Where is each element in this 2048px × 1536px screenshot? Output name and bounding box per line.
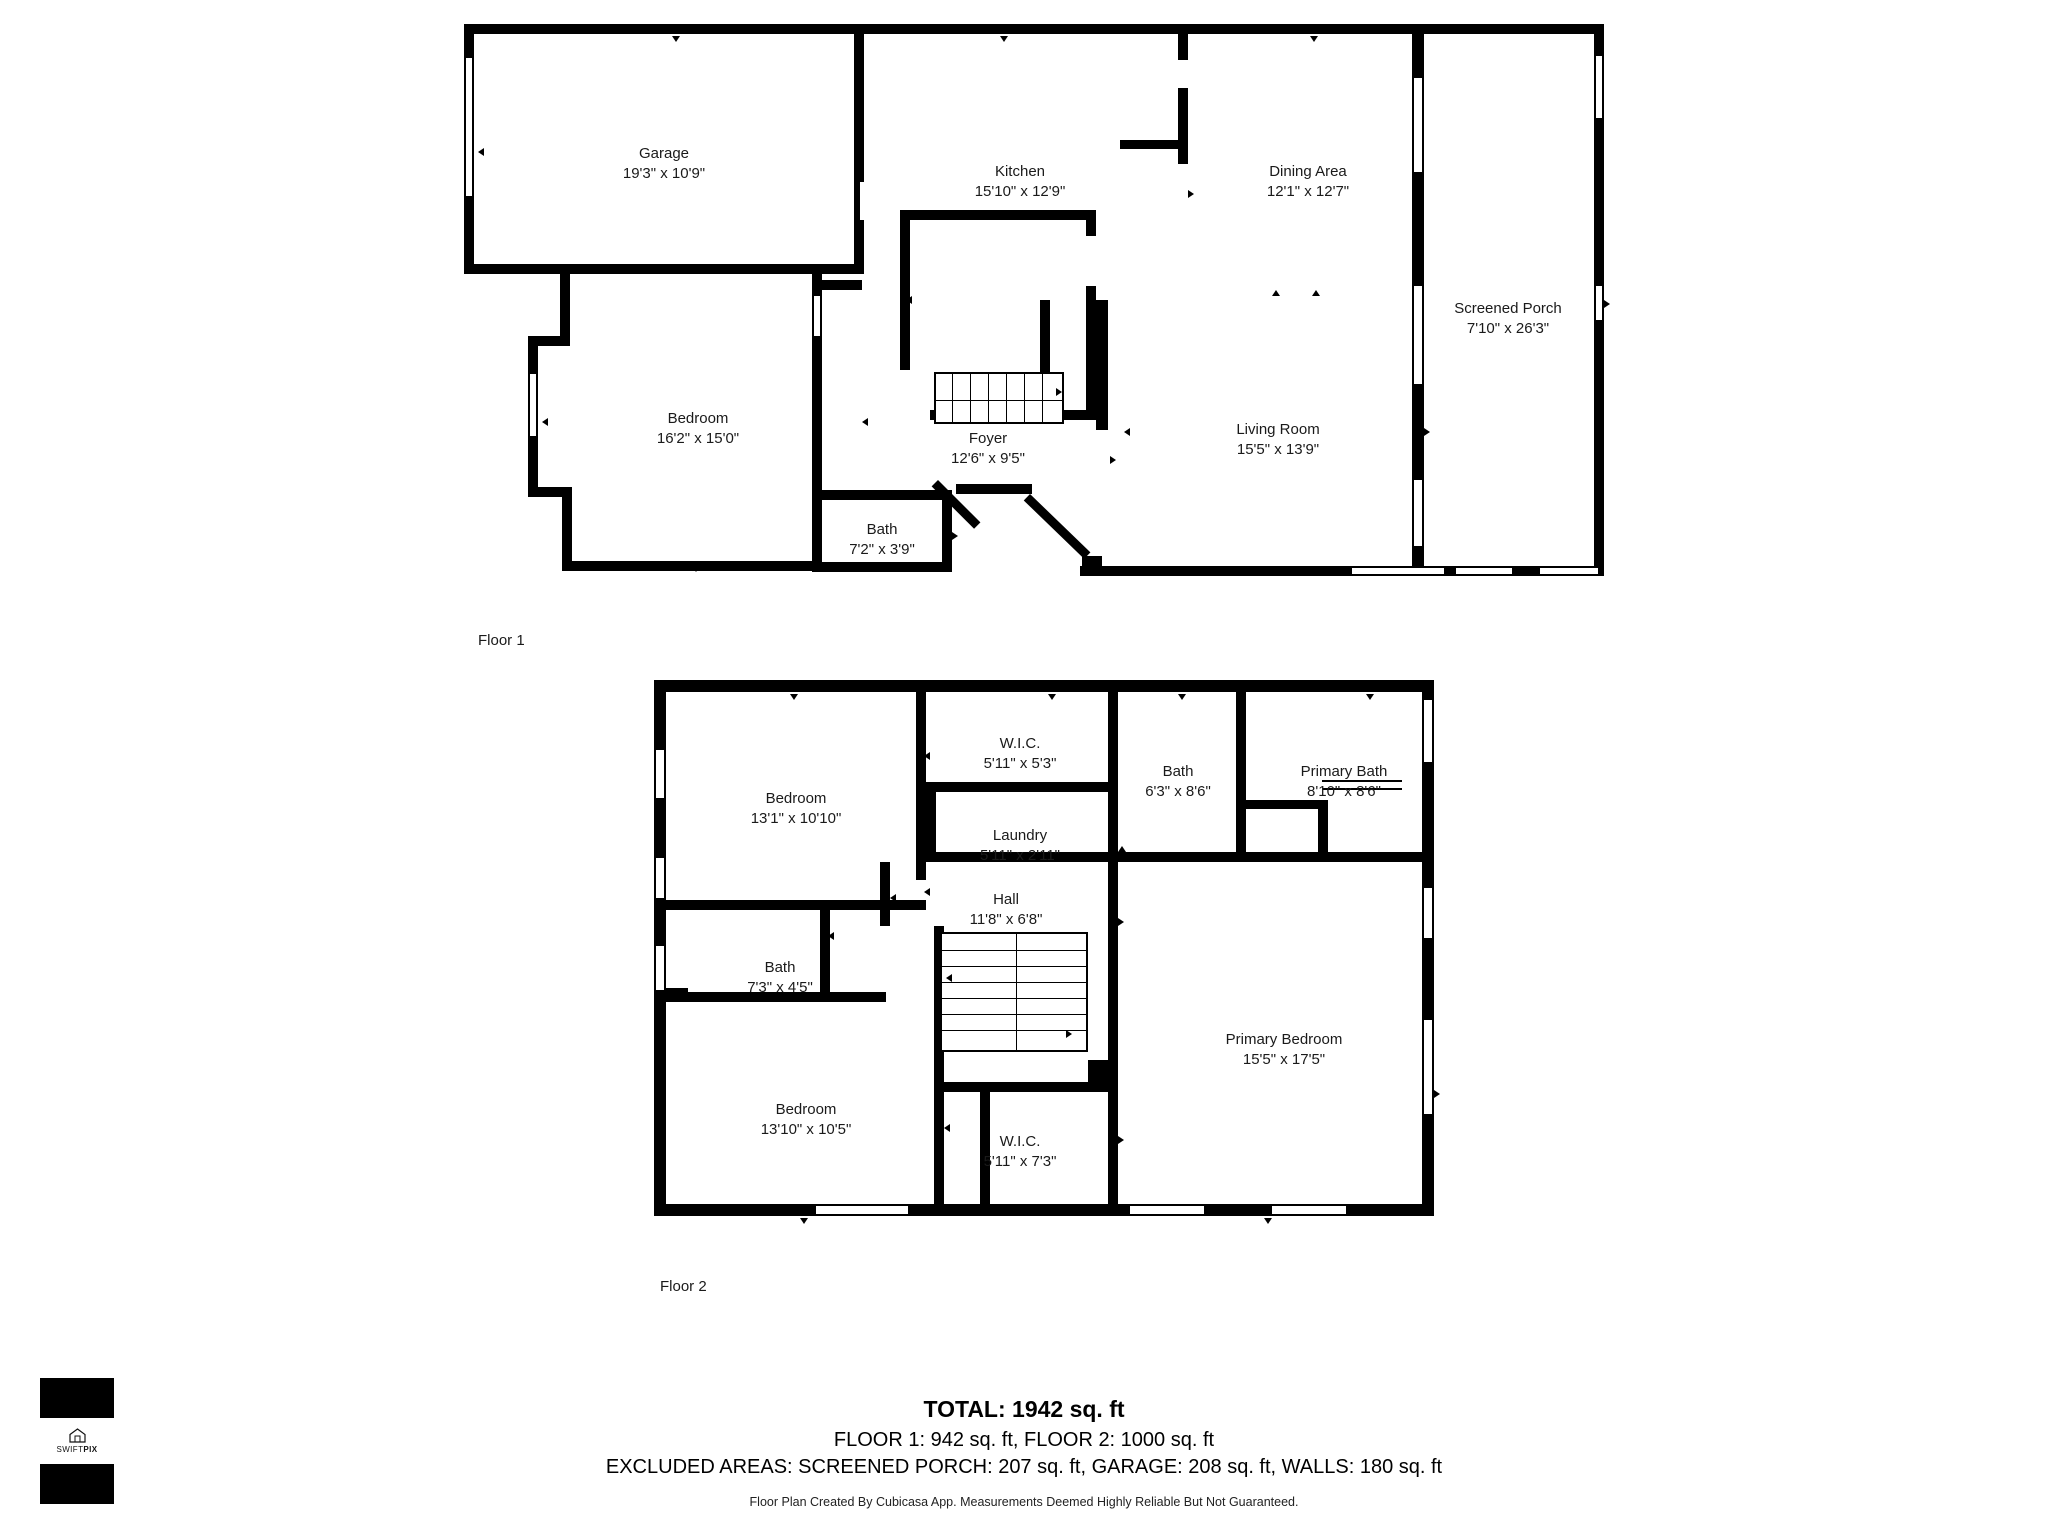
arrow-f1-living-right [1424, 428, 1430, 436]
arrow-f1-garage [478, 148, 484, 156]
floor-areas-text: FLOOR 1: 942 sq. ft, FLOOR 2: 1000 sq. ft [833, 1429, 1215, 1451]
arrow-f1-garage-top [672, 36, 680, 42]
window-f1-bottom-3 [1540, 566, 1598, 576]
wall-f2-hall-bottom [1088, 1060, 1118, 1082]
room-label-hall: Hall 11'8" x 6'8" [969, 891, 1043, 928]
room-label-wic-lower: W.I.C. 5'11" x 7'3" [983, 1133, 1057, 1170]
arrow-f2-top-4 [1366, 694, 1374, 700]
arrow-f2-wic2-right [1118, 1136, 1124, 1144]
window-f2-left-2 [654, 858, 666, 898]
room-label-screened-porch: Screened Porch 7'10" x 26'3" [1454, 300, 1562, 337]
room-label-wic-upper: W.I.C. 5'11" x 5'3" [983, 735, 1057, 772]
wall-f1-bedroom-left-lower [562, 487, 572, 571]
arrow-f1-bedroom-left [542, 418, 548, 426]
house-icon [69, 1428, 86, 1443]
wall-f2-wic2-top [934, 1082, 1118, 1092]
wall-f1-stair-side [1096, 300, 1108, 430]
arrow-f1-kitchen-top [1000, 36, 1008, 42]
floor-1-caption: Floor 1 [478, 632, 525, 649]
arrow-f2-bath2-right [828, 932, 834, 940]
arrow-f1-bedroom-mid [862, 418, 868, 426]
arrow-f1-kitchen-stub [900, 296, 906, 304]
arrow-f1-living-2 [1312, 290, 1320, 296]
room-label-bath-f2-left: Bath 7'3" x 4'5" [747, 959, 813, 996]
arrow-f1-kitchen-right [1188, 190, 1194, 198]
arrow-f2-top-2 [1048, 694, 1056, 700]
floor-2-caption: Floor 2 [660, 1278, 707, 1295]
window-f1-bedroom-closet [812, 296, 822, 336]
wall-f1-bedroom-left-upper [560, 264, 570, 340]
room-label-kitchen: Kitchen 15'10" x 12'9" [974, 163, 1066, 200]
wall-f1-foyer-left [900, 210, 910, 370]
wall-f2-bath-bottom [1108, 852, 1246, 862]
arrow-f2-stairs [1066, 1030, 1072, 1038]
room-label-foyer: Foyer 12'6" x 9'5" [951, 430, 1025, 467]
arrow-f2-right-side [1434, 1090, 1440, 1098]
arrow-f1-foyer-left [906, 296, 912, 304]
window-f1-living-right-3 [1412, 480, 1424, 546]
window-f2-bottom-1 [816, 1204, 908, 1216]
arrow-f1-dining-top [1310, 36, 1318, 42]
room-label-primary-bedroom: Primary Bedroom 15'5" x 17'5" [1225, 1031, 1343, 1068]
wall-f1-garage-right [854, 24, 864, 274]
room-label-dining-area: Dining Area 12'1" x 12'7" [1266, 163, 1350, 200]
total-area-text: TOTAL: 1942 sq. ft [923, 1396, 1125, 1422]
arrow-f1-living-1 [1272, 290, 1280, 296]
wall-f2-bedroom1-right [916, 680, 926, 880]
room-label-bedroom-f2-upper: Bedroom 13'1" x 10'10" [750, 790, 842, 827]
wall-f1-bath-top [812, 490, 952, 500]
window-f2-left-3 [654, 946, 666, 990]
wall-f1-top [464, 24, 1604, 34]
stairs-floor-1 [934, 372, 1064, 424]
wall-f1-closet-v [812, 264, 822, 290]
room-label-bath-f2-center: Bath 6'3" x 8'6" [1145, 763, 1211, 800]
area-summary [0, 1396, 2048, 1509]
door-gap-f1-kitchen [1178, 60, 1188, 88]
wall-f2-top [654, 680, 1434, 692]
disclaimer-text: Floor Plan Created By Cubicasa App. Measurements Deemed Highly Reliable But Not Guaranteed. [749, 1495, 1299, 1509]
room-label-living-room: Living Room 15'5" x 13'9" [1236, 421, 1320, 458]
wall-f2-primary-bath-bottom [1236, 852, 1434, 862]
logo-center [40, 1418, 114, 1464]
logo-word-light: SWIFT [56, 1445, 84, 1454]
window-f2-right-1 [1422, 700, 1434, 762]
arrow-f1-stairs [1056, 388, 1062, 396]
logo-word-bold: PIX [83, 1445, 98, 1454]
wall-f2-hall-left [880, 862, 890, 926]
arrow-f2-bottom-2 [1264, 1218, 1272, 1224]
wall-f1-foyer-top [900, 210, 1096, 220]
logo-block-bottom [40, 1464, 114, 1504]
arrow-f1-porch-right [1604, 300, 1610, 308]
door-gap-f1-garage-bedroom [860, 182, 870, 220]
arrow-f2-stairs-left [946, 974, 952, 982]
arrow-f1-foyer-right [1110, 456, 1116, 464]
excluded-areas-text: EXCLUDED AREAS: SCREENED PORCH: 207 sq. ft, GARAGE: 208 sq. ft, WALLS: 180 sq. ft [605, 1456, 1443, 1478]
arrow-f2-laundry [1118, 846, 1126, 852]
window-f2-left-1 [654, 750, 666, 798]
wall-f2-left-lower [654, 1000, 666, 1216]
window-f1-garage-left [464, 58, 474, 196]
wall-f1-entry-bottom [1082, 556, 1102, 576]
room-label-bath-f1: Bath 7'2" x 3'9" [849, 521, 915, 558]
window-f1-porch-right-1 [1594, 56, 1604, 118]
swiftpix-logo [40, 1378, 114, 1504]
arrow-f2-bottom-1 [800, 1218, 808, 1224]
room-label-garage: Garage 19'3" x 10'9" [622, 145, 706, 182]
window-f2-bottom-3 [1272, 1204, 1346, 1216]
arrow-f2-top-1 [790, 694, 798, 700]
wall-f1-kitchen-stub [1120, 140, 1188, 149]
door-gap-f1-foyer-living [1086, 236, 1096, 286]
room-label-bedroom-f2-lower: Bedroom 13'10" x 10'5" [760, 1101, 852, 1138]
room-label-laundry: Laundry 5'11" x 2'11" [979, 827, 1061, 864]
window-f2-bottom-2 [1130, 1204, 1204, 1216]
room-label-primary-bath: Primary Bath 8'10" x 8'6" [1300, 763, 1388, 800]
logo-block-top [40, 1378, 114, 1418]
arrow-f1-livingroom-left [1124, 428, 1130, 436]
window-f1-bedroom-left [528, 374, 538, 436]
arrow-f1-bedroom-bottom [692, 566, 700, 572]
wall-f2-hall-right [1108, 862, 1118, 1082]
wall-f1-bath-bottom [812, 562, 952, 572]
arrow-f2-hall-right [1118, 918, 1124, 926]
arrow-f2-hall-left [890, 894, 896, 902]
window-f1-living-right-1 [1412, 78, 1424, 172]
logo-wordmark [57, 1445, 98, 1454]
wall-f2-bath2-hallstub [820, 900, 888, 910]
wall-f1-entry-top [956, 484, 1032, 494]
window-f2-right-3 [1422, 1020, 1434, 1114]
room-label-bedroom-f1: Bedroom 16'2" x 15'0" [656, 410, 740, 447]
wall-f1-entry-right-angle [1024, 494, 1091, 559]
window-f1-bottom-1 [1352, 566, 1444, 576]
arrow-f2-top-3 [1178, 694, 1186, 700]
arrow-f2-bedroom2-right [944, 1124, 950, 1132]
window-f1-bottom-2 [1456, 566, 1512, 576]
window-f2-right-2 [1422, 888, 1434, 938]
